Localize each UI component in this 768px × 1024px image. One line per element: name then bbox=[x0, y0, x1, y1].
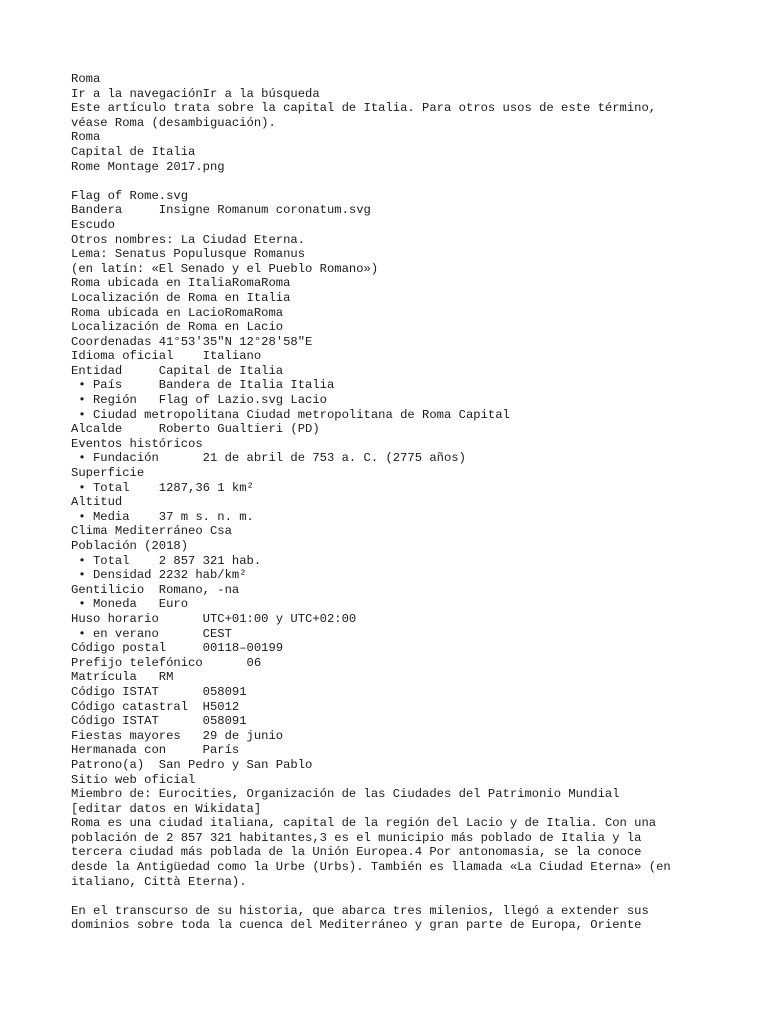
text-line: Lema: Senatus Populusque Romanus bbox=[71, 247, 306, 262]
text-line: Otros nombres: La Ciudad Eterna. bbox=[71, 232, 306, 247]
text-line: Huso horario UTC+01:00 y UTC+02:00 bbox=[71, 611, 357, 626]
text-line: italiano, Città Eterna). bbox=[71, 874, 247, 889]
text-line: [editar datos en Wikidata] bbox=[71, 801, 262, 816]
text-line: • Total 2 857 321 hab. bbox=[71, 553, 262, 568]
text-line: Código ISTAT 058091 bbox=[71, 684, 247, 699]
text-line: Flag of Rome.svg bbox=[71, 188, 189, 203]
text-line: Hermanada con París bbox=[71, 743, 240, 758]
text-line: Matrícula RM bbox=[71, 670, 174, 685]
text-line: • Media 37 m s. n. m. bbox=[71, 509, 254, 524]
text-line: Este artículo trata sobre la capital de Italia. Para otros usos de este término, bbox=[71, 101, 657, 116]
text-line: Roma es una ciudad italiana, capital de la región del Lacio y de Italia. Con una bbox=[71, 816, 657, 831]
text-line: Eventos históricos bbox=[71, 436, 203, 451]
text-line: • en verano CEST bbox=[71, 626, 232, 641]
text-line: Ir a la navegaciónIr a la búsqueda bbox=[71, 86, 320, 101]
text-line: • Ciudad metropolitana Ciudad metropolitana de Roma Capital bbox=[71, 407, 510, 422]
text-line: Código postal 00118–00199 bbox=[71, 641, 284, 656]
text-line: Rome Montage 2017.png bbox=[71, 159, 225, 174]
text-line: Roma ubicada en ItaliaRomaRoma bbox=[71, 276, 291, 291]
document-text bbox=[71, 72, 761, 933]
text-line: Roma bbox=[71, 72, 101, 86]
text-line: Fiestas mayores 29 de junio bbox=[71, 728, 284, 743]
text-line: Código catastral H5012 bbox=[71, 699, 240, 714]
text-line: Localización de Roma en Lacio bbox=[71, 320, 284, 335]
text-line: dominios sobre toda la cuenca del Mediterráneo y gran parte de Europa, Oriente bbox=[71, 918, 642, 933]
text-line: Código ISTAT 058091 bbox=[71, 714, 247, 729]
text-line: Capital de Italia bbox=[71, 144, 196, 159]
text-line bbox=[71, 174, 761, 189]
text-line: Sitio web oficial bbox=[71, 772, 196, 787]
text-line: • Total 1287,36 1 km² bbox=[71, 480, 254, 495]
text-line: Coordenadas 41°53′35″N 12°28′58″E bbox=[71, 334, 313, 349]
text-line: • Densidad 2232 hab/km² bbox=[71, 568, 247, 583]
text-line: Superficie bbox=[71, 466, 145, 481]
text-line: Alcalde Roberto Gualtieri (PD) bbox=[71, 422, 320, 437]
text-line: Localización de Roma en Italia bbox=[71, 290, 291, 305]
text-line: • Fundación 21 de abril de 753 a. C. (2775 años) bbox=[71, 451, 466, 466]
text-line: Clima Mediterráneo Csa bbox=[71, 524, 232, 539]
text-line: En el transcurso de su historia, que abarca tres milenios, llegó a extender sus bbox=[71, 903, 649, 918]
text-line: Población (2018) bbox=[71, 539, 189, 553]
text-line: Idioma oficial Italiano bbox=[71, 349, 262, 364]
text-line: Bandera Insigne Romanum coronatum.svg bbox=[71, 203, 371, 218]
text-line: • País Bandera de Italia Italia bbox=[71, 378, 335, 393]
text-line: Escudo bbox=[71, 217, 115, 232]
text-line: Entidad Capital de Italia bbox=[71, 363, 284, 378]
text-line: véase Roma (desambiguación). bbox=[71, 115, 276, 130]
text-line: Altitud bbox=[71, 495, 123, 510]
text-line: población de 2 857 321 habitantes,3 es el municipio más poblado de Italia y la bbox=[71, 830, 642, 845]
text-line: Roma ubicada en LacioRomaRoma bbox=[71, 305, 284, 320]
text-line: desde la Antigüedad como la Urbe (Urbs). También es llamada «La Ciudad Eterna» (en bbox=[71, 860, 671, 875]
text-line: Patrono(a) San Pedro y San Pablo bbox=[71, 757, 313, 772]
text-line: Miembro de: Eurocities, Organización de las Ciudades del Patrimonio Mundial bbox=[71, 787, 620, 802]
text-line: • Moneda Euro bbox=[71, 597, 189, 612]
text-line: tercera ciudad más poblada de la Unión Europea.4 Por antonomasia, se la conoce bbox=[71, 845, 642, 860]
text-line: Gentilicio Romano, -na bbox=[71, 582, 240, 597]
text-line: Prefijo telefónico 06 bbox=[71, 655, 262, 670]
text-line bbox=[71, 889, 761, 904]
text-line: (en latín: «El Senado y el Pueblo Romano») bbox=[71, 261, 379, 276]
text-line: Roma bbox=[71, 130, 101, 145]
text-line: • Región Flag of Lazio.svg Lacio bbox=[71, 393, 327, 408]
